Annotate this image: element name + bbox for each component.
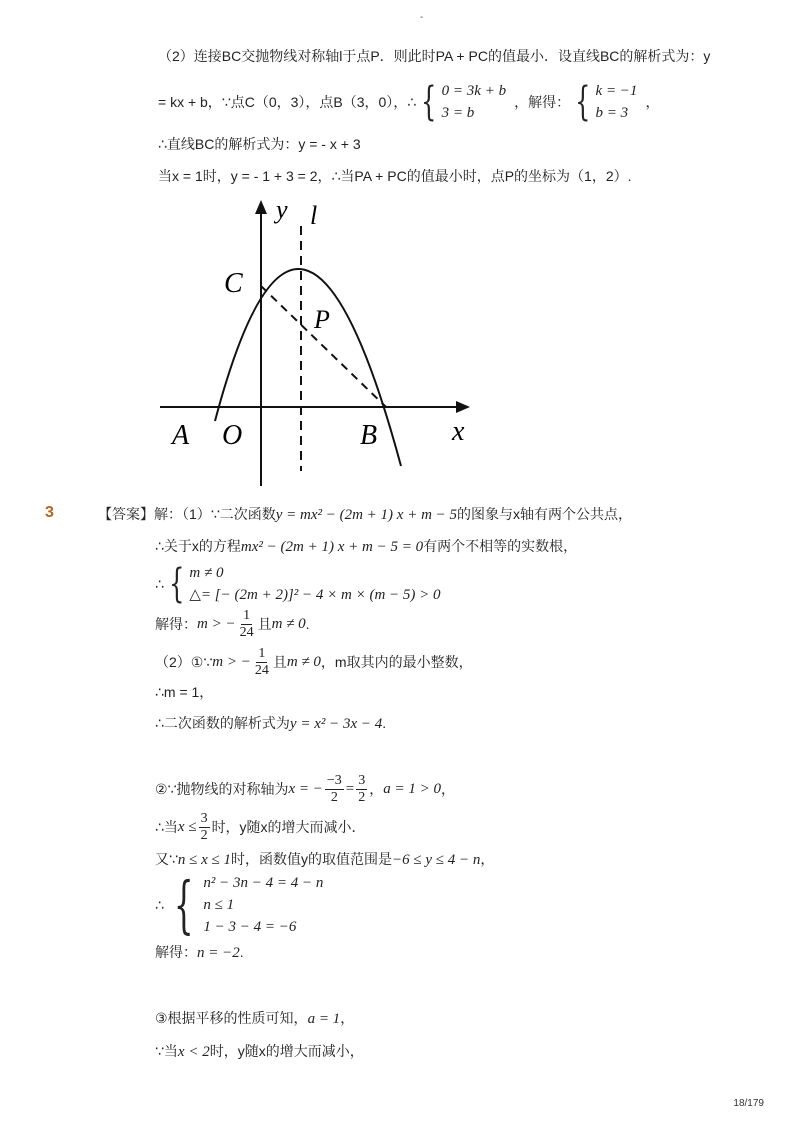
sys3-row-2: △= [− (2m + 2)]² − 4 × m × (m − 5) > 0 xyxy=(189,587,441,603)
q3-line-14 xyxy=(155,1041,364,1062)
q3-l14-a: ∵当 xyxy=(155,1043,178,1059)
fraction-den: 2 xyxy=(200,827,208,843)
q3-l2-eq: mx² − (2m + 1) x + m − 5 = 0 xyxy=(240,539,424,555)
prev-line-2-text-c: ， xyxy=(645,94,660,110)
q3-line-12 xyxy=(155,942,244,963)
prev-line-2 xyxy=(158,80,659,124)
q3-line-11 xyxy=(155,870,323,940)
left-brace: { xyxy=(173,868,194,941)
fraction-num: −3 xyxy=(326,772,342,788)
q3-l4-a: 解得： xyxy=(155,616,197,632)
q3-l9-b: 时，y随x的增大而减小． xyxy=(211,819,366,835)
sys2-row-2: b = 3 xyxy=(595,105,629,121)
q3-line-8 xyxy=(155,770,455,808)
fraction xyxy=(325,773,344,806)
label-p: P xyxy=(314,305,330,334)
q3-line-9 xyxy=(155,808,366,846)
fraction-den: 2 xyxy=(330,789,338,805)
q3-l14-b: 时，y随x的增大而减小， xyxy=(209,1043,364,1059)
q3-l7-b: . xyxy=(382,715,387,731)
q3-l10-b: 时，函数值y的取值范围是 xyxy=(231,851,393,867)
q3-l4-b: 且 xyxy=(257,616,272,632)
label-a: A xyxy=(172,420,190,451)
q3-l3-pre: ∴ xyxy=(155,576,164,592)
q3-l10-a: 又∵ xyxy=(155,851,178,867)
q3-l8-c: a = 1 > 0 xyxy=(383,781,441,797)
q3-l5-b: 且 xyxy=(272,654,287,670)
q3-l8-a: ②∵抛物线的对称轴为 xyxy=(155,781,289,797)
q3-l1-a: 解：（1）∵二次函数 xyxy=(154,506,276,522)
fraction-den: 24 xyxy=(254,662,269,678)
prev-line-3: ∴直线BC的解析式为：y = - x + 3 xyxy=(158,136,361,152)
label-c: C xyxy=(224,268,243,299)
fraction-den: 24 xyxy=(239,624,254,640)
q3-l13-a: ③根据平移的性质可知， xyxy=(155,1010,308,1026)
q3-l1-b: 的图象与x轴有两个公共点， xyxy=(457,506,633,522)
label-b: B xyxy=(360,420,378,451)
left-brace: { xyxy=(575,79,591,125)
page-number: 18/179 xyxy=(733,1098,764,1109)
prev-line-2-text-a: = kx + b，∵点C（0，3），点B（3，0），∴ xyxy=(158,94,417,110)
q3-l1-eq: y = mx² − (2m + 1) x + m − 5 xyxy=(275,507,458,523)
system-equations-1 xyxy=(416,80,506,124)
q3-line-10 xyxy=(155,849,494,870)
sys3-row-1: m ≠ 0 xyxy=(189,565,224,581)
parabola-figure xyxy=(160,196,480,488)
sys4-row-1: n² − 3n − 4 = 4 − n xyxy=(203,875,324,891)
header-mark: - xyxy=(420,12,424,23)
sys1-row-1: 0 = 3k + b xyxy=(441,83,507,99)
q3-line-2 xyxy=(155,536,577,557)
q3-l10-d: ， xyxy=(480,851,495,867)
q3-l4-d: . xyxy=(305,616,310,632)
left-brace: { xyxy=(421,79,437,125)
fraction-num: 3 xyxy=(358,772,366,788)
system-equations-3 xyxy=(164,562,441,606)
q3-l13-b: ， xyxy=(340,1010,355,1026)
q3-l9-m: x ≤ xyxy=(177,819,197,835)
q3-l5-a: （2）①∵ xyxy=(155,654,213,670)
q3-l8-m: x = − xyxy=(288,781,323,797)
fraction-num: 3 xyxy=(200,810,208,826)
q3-l5-m: m > − xyxy=(212,654,251,670)
q3-line-13 xyxy=(155,1008,354,1029)
sys4-row-2: n ≤ 1 xyxy=(203,897,235,913)
question-number: 3 xyxy=(45,504,54,521)
q3-l4-m: m > − xyxy=(197,616,236,632)
fraction xyxy=(253,646,271,679)
label-o: O xyxy=(222,420,243,451)
q3-l11-pre: ∴ xyxy=(155,897,164,913)
q3-l14-m: x < 2 xyxy=(177,1044,210,1060)
q3-l13-m: a = 1 xyxy=(307,1011,341,1027)
q3-l7-eq: y = x² − 3x − 4 xyxy=(289,716,383,732)
q3-l2-b: 有两个不相等的实数根， xyxy=(423,538,578,554)
q3-l9-a: ∴当 xyxy=(155,819,178,835)
label-x: x xyxy=(452,416,465,447)
q3-line-6: ∴m = 1， xyxy=(155,684,214,700)
label-l: l xyxy=(310,201,318,230)
q3-line-4 xyxy=(155,606,310,642)
q3-l5-c: m ≠ 0 xyxy=(286,654,321,670)
q3-l7-a: ∴二次函数的解析式为 xyxy=(155,715,290,731)
q3-l12-m: n = −2 xyxy=(197,945,240,961)
fraction xyxy=(199,811,210,844)
y-axis-arrow xyxy=(255,200,267,214)
prev-line-4: 当x = 1时，y = - 1 + 3 = 2，∴当PA + PC的值最小时，点P的坐标为（1，2）. xyxy=(158,168,632,184)
sys4-row-3: 1 − 3 − 4 = −6 xyxy=(203,919,297,935)
q3-l2-a: ∴关于x的方程 xyxy=(155,538,241,554)
q3-line-5 xyxy=(155,644,473,680)
q3-l8-b: ， xyxy=(369,781,384,797)
prev-line-1: （2）连接BC交抛物线对称轴l于点P．则此时PA + PC的值最小．设直线BC的解析式为：y xyxy=(158,48,711,64)
system-equations-2 xyxy=(570,80,637,124)
fraction xyxy=(238,608,256,641)
q3-line-1 xyxy=(98,504,632,525)
q3-l5-d: ，m取其内的最小整数， xyxy=(320,654,473,670)
label-y: y xyxy=(276,196,288,224)
q3-line-7 xyxy=(155,713,386,734)
q3-line-3 xyxy=(155,562,441,606)
q3-l8-eq: = xyxy=(345,781,355,797)
fraction xyxy=(356,773,367,806)
fraction-num: 1 xyxy=(243,607,251,623)
q3-l10-m: n ≤ x ≤ 1 xyxy=(177,852,232,868)
answer-tag: 【答案】 xyxy=(98,506,154,522)
q3-l12-a: 解得： xyxy=(155,944,197,960)
sys1-row-2: 3 = b xyxy=(441,105,475,121)
system-equations-4 xyxy=(164,868,324,941)
q3-l10-c: −6 ≤ y ≤ 4 − n xyxy=(392,852,481,868)
fraction-num: 1 xyxy=(258,645,266,661)
x-axis-arrow xyxy=(456,401,470,413)
q3-l4-c: m ≠ 0 xyxy=(271,616,306,632)
fraction-den: 2 xyxy=(358,789,366,805)
sys2-row-1: k = −1 xyxy=(595,83,638,99)
q3-l8-d: ， xyxy=(441,781,455,797)
prev-line-2-text-b: ，解得： xyxy=(514,94,571,110)
left-brace: { xyxy=(169,561,185,607)
q3-l12-b: . xyxy=(239,944,244,960)
